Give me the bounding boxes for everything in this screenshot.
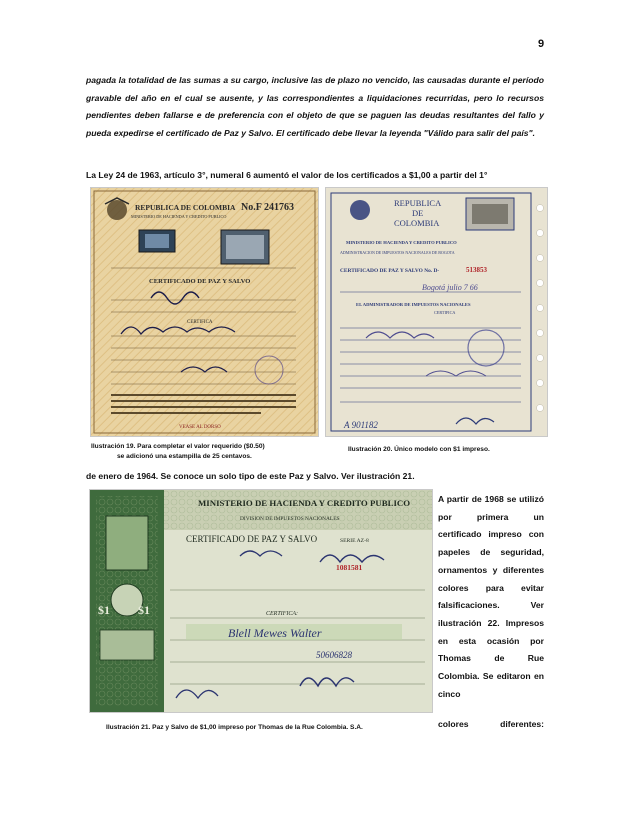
doc20-republic-line1: REPUBLICA: [394, 198, 442, 208]
side-paragraph: A partir de 1968 se utilizó por primera un certificado impreso con papeles de seguridad, ornamentos y diferentes colores para evitar falsificaciones. Ver ilustración 22. Impresos en esta ocasión por Thomas de Rue Colombia. Se editaron en cinco: [438, 494, 544, 699]
illustration-19-image: [90, 187, 319, 437]
paz-y-salvo-certificate-20: [326, 188, 547, 436]
doc21-division: DIVISION DE IMPUESTOS NACIONALES: [240, 516, 340, 522]
doc21-handwritten-id: 50606828: [316, 650, 352, 660]
doc21-number: 1081581: [336, 563, 363, 572]
doc20-office: ADMINISTRACION DE IMPUESTOS NACIONALES DE BOGOTA: [340, 250, 455, 255]
doc19-certifica: CERTIFICA: [187, 320, 213, 325]
page-number: 9: [538, 38, 545, 50]
doc21-name: Blell Mewes Walter: [228, 626, 322, 640]
doc20-title: CERTIFICADO DE PAZ Y SALVO No. D-: [340, 268, 440, 274]
doc21-denomination-left: $1: [98, 603, 110, 617]
doc20-handwritten-date: Bogotá julio 7 66: [422, 283, 478, 292]
caption-illustration-20: Ilustración 20. Único modelo con $1 impreso.: [348, 446, 490, 453]
doc20-republic-line3: COLOMBIA: [394, 218, 440, 228]
side-paragraph-last-line: colores diferentes:: [438, 719, 544, 729]
doc21-denomination-right: $1: [138, 603, 150, 617]
law-paragraph: La Ley 24 de 1963, artículo 3°, numeral 6 aumentó el valor de los certificados a $1,00 a partir del 1°: [86, 170, 488, 180]
doc20-number: 513853: [466, 266, 487, 274]
doc20-ministry: MINISTERIO DE HACIENDA Y CREDITO PUBLICO: [346, 240, 457, 245]
doc21-series: SERIE AZ-8: [340, 538, 369, 544]
illustration-20-image: [325, 187, 548, 437]
doc19-verso: VEASE AL DORSO: [179, 425, 221, 430]
doc21-title: CERTIFICADO DE PAZ Y SALVO: [186, 534, 318, 544]
caption-illustration-19-line1: Ilustración 19. Para completar el valor requerido ($0.50): [91, 443, 265, 450]
caption-illustration-19-line2: se adicionó una estampilla de 25 centavos.: [117, 453, 252, 460]
italic-paragraph: pagada la totalidad de las sumas a su cargo, inclusive las de plazo no vencido, las causadas durante el período gravable del año en el cual se ausente, y las correspondientes a liquidaciones recurridas, pero lo recursos pendientes deben fallarse e de preferencia con el objeto de que se paguen las deudas resultantes del fallo y pueda expedirse el certificado de Paz y Salvo. El certificado debe llevar la leyenda "Válido para salir del país".: [86, 75, 544, 138]
doc19-number: No.F 241763: [241, 202, 294, 213]
doc20-certifica: CERTIFICA: [434, 310, 456, 315]
doc19-title: CERTIFICADO DE PAZ Y SALVO: [149, 278, 251, 285]
doc21-certifica: CERTIFICA:: [266, 611, 298, 617]
caption-illustration-21: Ilustración 21. Paz y Salvo de $1,00 impreso por Thomas de la Rue Colombia. S.A.: [106, 724, 363, 731]
doc19-ministry: MINISTERIO DE HACIENDA Y CREDITO PUBLICO: [131, 214, 227, 219]
doc20-admin: EL ADMINISTRADOR DE IMPUESTOS NACIONALES: [356, 302, 471, 307]
doc20-bottom-number: A 901182: [344, 420, 378, 430]
doc21-ministry: MINISTERIO DE HACIENDA Y CREDITO PUBLICO: [198, 498, 411, 508]
continuation-paragraph: de enero de 1964. Se conoce un solo tipo de este Paz y Salvo. Ver ilustración 21.: [86, 471, 415, 481]
doc20-republic-line2: DE: [412, 208, 424, 218]
doc19-republic: REPUBLICA DE COLOMBIA: [135, 203, 236, 212]
illustration-21-image: [89, 489, 433, 713]
paz-y-salvo-certificate-21: [90, 490, 432, 712]
paz-y-salvo-certificate-19: [91, 188, 318, 436]
